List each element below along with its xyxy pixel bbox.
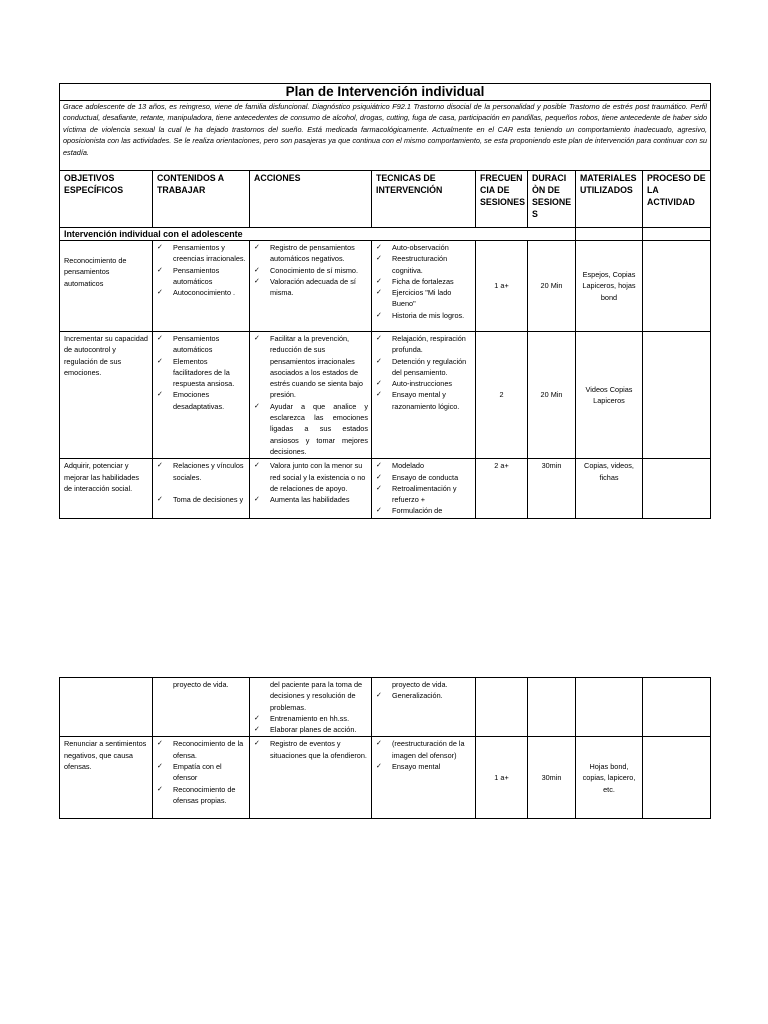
accion-item: ✓ Ayudar a que analice y esclarezca las emociones ligadas a sus estados ansiosos y tomar mejores decisiones. (253, 401, 368, 457)
objetivo-cell: Incrementar su capacidad de autocontrol y regulación de sus emociones. (60, 332, 153, 459)
acciones-cell (250, 737, 372, 819)
tecnicas-cell (372, 332, 476, 459)
tecnicas-cell (372, 241, 476, 332)
intervention-plan-table-page2 (59, 677, 711, 819)
proceso-cell (643, 332, 711, 459)
header-proceso: PROCESO DE LA ACTIVIDAD (643, 171, 711, 228)
table-row (60, 241, 711, 332)
tecnica-continued-text: proyecto de vida. (392, 680, 448, 689)
contenido-item: ✓ Emociones desadaptativas. (156, 389, 246, 412)
header-contenidos: CONTENIDOS A TRABAJAR (153, 171, 250, 228)
objetivo-cell: Renunciar a sentimientos negativos, que causa ofensas. (60, 737, 153, 819)
tecnica-item: ✓ Ficha de fortalezas (375, 276, 472, 287)
contenido-item: ✓ Pensamientos y creencias irracionales. (156, 242, 246, 265)
duracion-cell: 30min (528, 737, 576, 819)
contenidos-cell: proyecto de vida. (153, 678, 250, 737)
tecnicas-cell (372, 459, 476, 518)
section-empty-cell (643, 228, 711, 241)
tecnica-item: ✓ Historia de mis logros. (375, 310, 472, 321)
duracion-cell: 20 Min (528, 241, 576, 332)
contenido-item: ✓ Reconocimiento de la ofensa. (156, 738, 246, 761)
contenido-item: ✓ Pensamientos automáticos (156, 265, 246, 288)
duracion-cell (528, 678, 576, 737)
tecnicas-cell (372, 678, 476, 737)
header-acciones: ACCIONES (250, 171, 372, 228)
section-empty-cell (576, 228, 643, 241)
proceso-cell (643, 678, 711, 737)
intervention-plan-table-page1 (59, 83, 711, 519)
materiales-cell (576, 678, 643, 737)
tecnica-item: ✓ Relajación, respiración profunda. (375, 333, 472, 356)
accion-item: ✓ Conocimiento de sí mismo. (253, 265, 368, 276)
tecnica-item: ✓ Retroalimentación y refuerzo + (375, 483, 472, 506)
tecnica-item: ✓ Reestructuración cognitiva. (375, 253, 472, 276)
proceso-cell (643, 241, 711, 332)
header-materiales: MATERIALES UTILIZADOS (576, 171, 643, 228)
contenidos-cell (153, 459, 250, 518)
tecnica-item: ✓ Auto-instrucciones (375, 378, 472, 389)
accion-item: ✓ Registro de eventos y situaciones que la ofendieron. (253, 738, 368, 761)
frecuencia-cell: 2 (476, 332, 528, 459)
accion-item: ✓ Facilitar a la prevención, reducción de sus pensamientos irracionales asociados a los estados de estrés cuando se sienta bajo presión. (253, 333, 368, 401)
proceso-cell (643, 459, 711, 518)
acciones-cell (250, 241, 372, 332)
accion-item: ✓ Entrenamiento en hh.ss. (253, 713, 368, 724)
table-row (60, 737, 711, 819)
accion-item: ✓ Valora junto con la menor su red social y la existencia o no de relaciones de apoyo. (253, 460, 368, 494)
contenido-item: ✓ Relaciones y vínculos sociales. (156, 460, 246, 483)
frecuencia-cell: 1 a+ (476, 241, 528, 332)
frecuencia-cell: 2 a+ (476, 459, 528, 518)
contenido-item: ✓ Elementos facilitadores de la respuesta ansiosa. (156, 356, 246, 390)
page-title: Plan de Intervención individual (60, 84, 711, 101)
accion-item: ✓ Valoración adecuada de sí misma. (253, 276, 368, 299)
table-row-continuation (60, 678, 711, 737)
tecnica-item: ✓ Ensayo de conducta (375, 472, 472, 483)
frecuencia-cell (476, 678, 528, 737)
contenidos-cell (153, 241, 250, 332)
frecuencia-cell: 1 a+ (476, 737, 528, 819)
contenidos-cell (153, 332, 250, 459)
contenido-item: ✓ Reconocimiento de ofensas propias. (156, 784, 246, 807)
contenidos-cell (153, 737, 250, 819)
acciones-cell (250, 459, 372, 518)
table-header-row (60, 171, 711, 228)
section-title: Intervención individual con el adolescente (60, 228, 576, 241)
table-row (60, 332, 711, 459)
acciones-cell (250, 332, 372, 459)
tecnica-item: ✓ Ensayo mental y razonamiento lógico. (375, 389, 472, 412)
duracion-cell: 30min (528, 459, 576, 518)
header-objetivos: OBJETIVOS ESPECÍFICOS (60, 171, 153, 228)
objetivo-cell: Adquirir, potenciar y mejorar las habilidades de interacción social. (60, 459, 153, 518)
header-duracion: DURACI ÒN DE SESIONE S (528, 171, 576, 228)
tecnica-item: ✓ Modelado (375, 460, 472, 471)
materiales-cell: Copias, videos, fichas (576, 459, 643, 518)
accion-item: ✓ Elaborar planes de acción. (253, 724, 368, 735)
accion-item: ✓ Aumenta las habilidades (253, 494, 368, 505)
contenido-item: ✓ Autoconocimiento . (156, 287, 246, 298)
tecnica-item: ✓ Ejercicios "Mi lado Bueno" (375, 287, 472, 310)
tecnica-item: ✓ (reestructuración de la imagen del ofensor) (375, 738, 472, 761)
contenido-item: ✓ Empatía con el ofensor (156, 761, 246, 784)
tecnicas-cell (372, 737, 476, 819)
header-tecnicas: TECNICAS DE INTERVENCIÓN (372, 171, 476, 228)
tecnica-item: ✓ Auto-observación (375, 242, 472, 253)
objetivo-cell: Reconocimiento de pensamientos automaticos (60, 241, 153, 332)
tecnica-item: ✓ Detención y regulación del pensamiento. (375, 356, 472, 379)
accion-item: ✓ Registro de pensamientos automáticos negativos. (253, 242, 368, 265)
materiales-cell: Videos Copias Lapiceros (576, 332, 643, 459)
tecnica-item: ✓ Ensayo mental (375, 761, 472, 772)
accion-continued-text: del paciente para la toma de decisiones y resolución de problemas. (270, 680, 363, 712)
materiales-cell: Hojas bond, copias, lapicero, etc. (576, 737, 643, 819)
contenido-item: ✓ Toma de decisiones y (156, 494, 246, 505)
duracion-cell: 20 Min (528, 332, 576, 459)
section-row (60, 228, 711, 241)
table-row (60, 459, 711, 518)
header-frecuencia: FRECUEN CIA DE SESIONES (476, 171, 528, 228)
acciones-cell (250, 678, 372, 737)
objetivo-cell (60, 678, 153, 737)
case-summary: Grace adolescente de 13 años, es reingreso, viene de familia disfuncional. Diagnóstico psiquiátrico F92.1 Trastorno disocial de la personalidad y posible Trastorno de estrés post traumático. Perfil conductual, desafiante, retante, manipuladora, tiene antecedentes de consumo de alcohol, drogas, cutting, fuga de casa, participación en pandillas, pequeños robos, tiene antecedente de haber sido víctima de violencia sexual la cual le ha dejado trastornos del sueño. Está medicada farmacológicamente. Actualmente en el CAR esta teniendo un comportamiento inadecuado, agresivo, oposicionista con las actividades. Se le realiza orientaciones, pero son pasajeras ya que continua con el mismo comportamiento, se esta proponiendo este plan de intervención para continuar con su estadía. (60, 101, 711, 171)
materiales-cell: Espejos, Copias Lapiceros, hojas bond (576, 241, 643, 332)
tecnica-item: ✓ Formulación de (375, 505, 472, 516)
contenido-item: ✓ Pensamientos automáticos (156, 333, 246, 356)
proceso-cell (643, 737, 711, 819)
tecnica-item: ✓ Generalización. (375, 690, 472, 701)
